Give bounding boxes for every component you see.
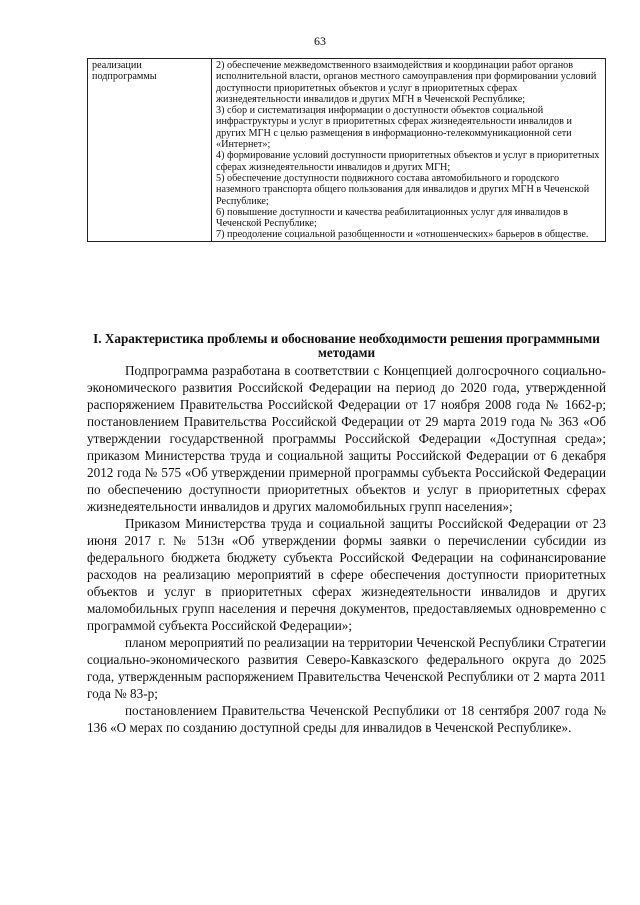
body-text xyxy=(87,362,606,736)
paragraph: Приказом Министерства труда и социальной защиты Российской Федерации от 23 июня 2017 г. № 513н «Об утверждении формы заявки о перечислении субсидии из федерального бюджета бюджету субъекта Российской Федерации на софинансирование расходов на реализацию мероприятий в сфере обеспечения доступности приоритетных объектов и услуг в приоритетных сферах жизнедеятельности инвалидов и других маломобильных групп населения и перечня документов, предоставляемых одновременно с программой субъекта Российской Федерации»; xyxy=(87,516,606,633)
paragraph: Подпрограмма разработана в соответствии с Концепцией долгосрочного социально-экономического развития Российской Федерации на период до 2020 года, утвержденной распоряжением Правительства Российской Федерации от 17 ноября 2008 года № 1662-р; постановлением Правительства Российской Федерации от 29 марта 2019 года № 363 «Об утверждении государственной программы Российской Федерации «Доступная среда»; приказом Министерства труда и социальной защиты Российской Федерации от 6 декабря 2012 года № 575 «Об утверждении примерной программы субъекта Российской Федерации по обеспечению доступности приоритетных объектов и услуг в приоритетных сферах жизнедеятельности инвалидов и других маломобильных групп населения»; xyxy=(87,363,606,514)
section-title: I. Характеристика проблемы и обоснование необходимости решения программными методами xyxy=(93,331,600,360)
paragraph: постановлением Правительства Чеченской Республики от 18 сентября 2007 года № 136 «О мерах по созданию доступной среды для инвалидов в Чеченской Республике». xyxy=(87,703,606,735)
table-list-item: 2) обеспечение межведомственного взаимодействия и координации работ органов исполнительной власти, органов местного самоуправления при формировании условий доступности приоритетных объектов и услуг в приоритетных сферах жизнедеятельности инвалидов и других МГН в Чеченской Республике; xyxy=(216,60,597,105)
table-list-item: 3) сбор и систематизация информации о доступности объектов социальной инфраструктуры и услуг в приоритетных сферах жизнедеятельности инвалидов и других МГН с целью размещения в информационно-телекоммуникационной сети «Интернет»; xyxy=(216,105,572,151)
paragraph: планом мероприятий по реализации на территории Чеченской Республики Стратегии социально-экономического развития Северо-Кавказского федерального округа до 2025 года, утвержденным распоряжением Правительства Чеченской Республики от 2 марта 2011 года № 83-р; xyxy=(87,635,606,701)
table-row xyxy=(88,59,606,242)
subprogram-info-table xyxy=(87,58,606,242)
table-label-cell: реализации подпрограммы xyxy=(88,59,212,242)
table-list-item: 4) формирование условий доступности приоритетных объектов и услуг в приоритетных сферах жизнедеятельности инвалидов и других МГН; xyxy=(216,150,600,173)
table-list-item: 5) обеспечение доступности подвижного состава автомобильного и городского наземного транспорта общего пользования для инвалидов и других МГН в Чеченской Республике; xyxy=(216,172,590,207)
table-list-item: 6) повышение доступности и качества реабилитационных услуг для инвалидов в Чеченской Республике; xyxy=(216,206,568,230)
table-content-cell xyxy=(212,59,606,242)
page-number: 63 xyxy=(314,34,326,48)
table-list-item: 7) преодоление социальной разобщенности и «отношенческих» барьеров в обществе. xyxy=(216,229,589,241)
